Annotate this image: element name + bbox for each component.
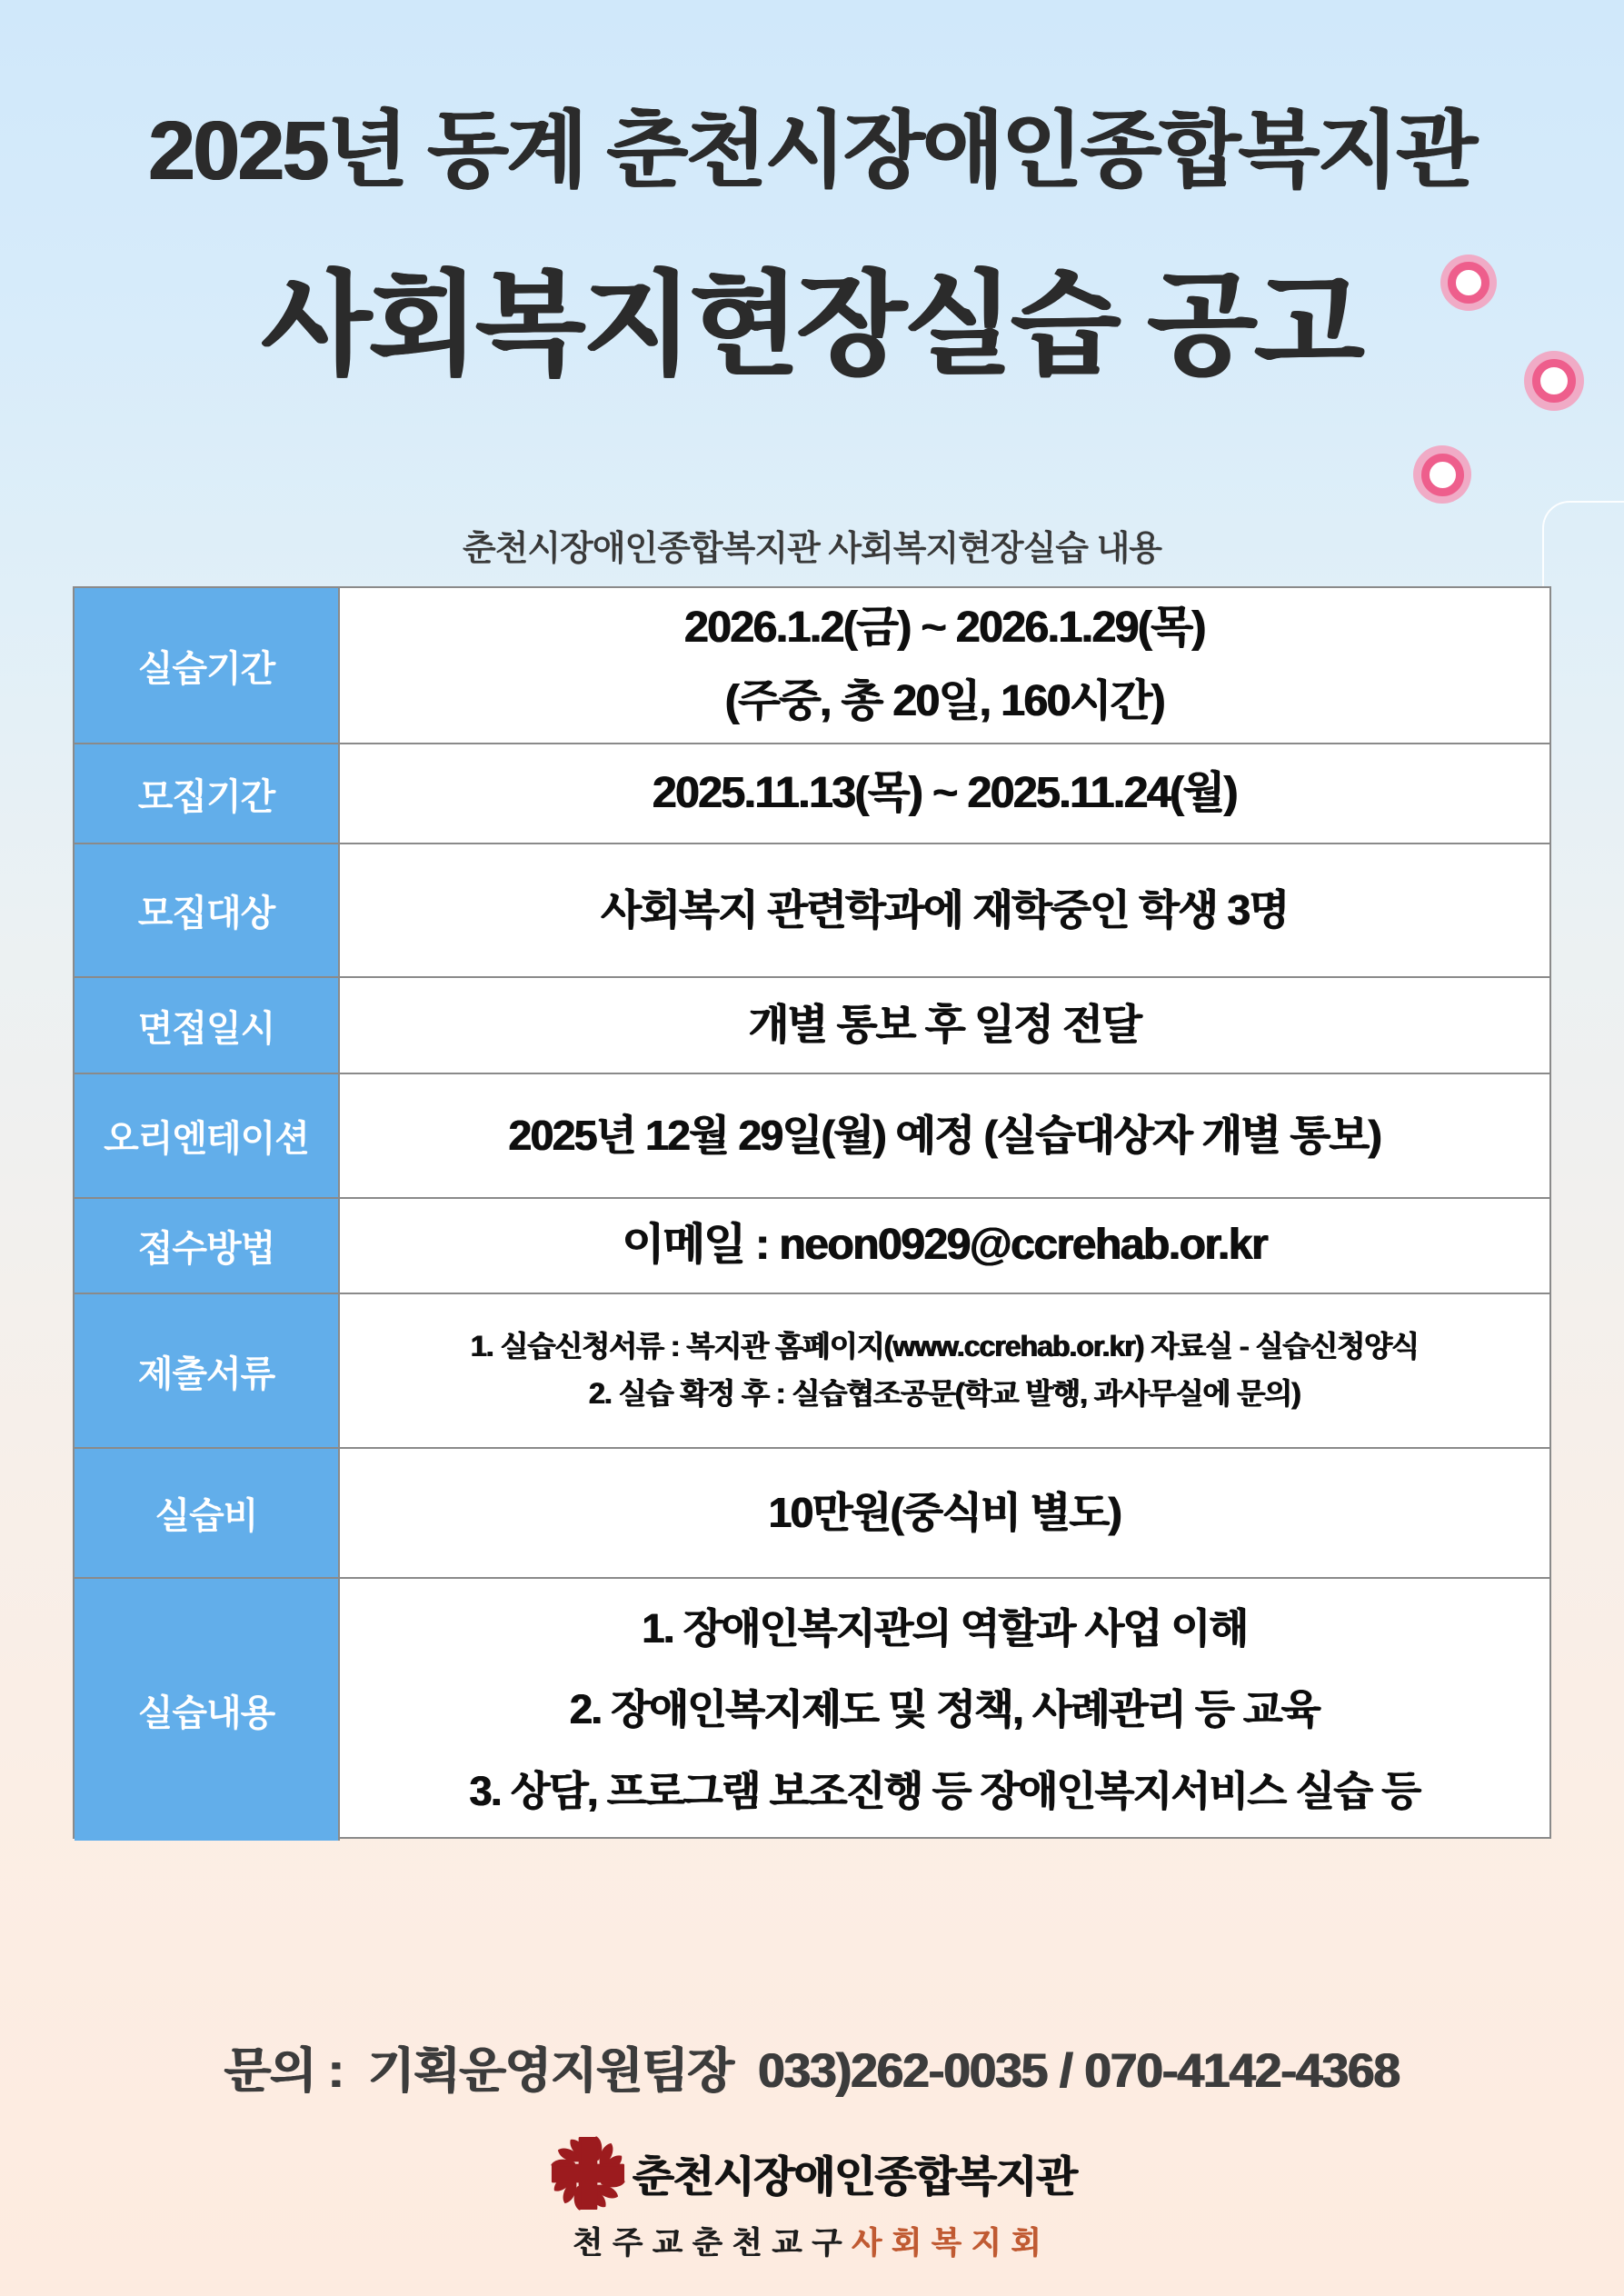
content-line: 2026.1.2(금) ~ 2026.1.29(목) <box>684 604 1205 653</box>
organization-logo-block <box>0 2132 1624 2262</box>
pink-donut-decoration <box>1413 445 1471 504</box>
row-content-cell <box>340 844 1549 976</box>
poster-title-line1: 2025년 동계 춘천시장애인종합복지관 <box>148 105 1476 197</box>
row-header-label: 면접일시 <box>75 978 340 1073</box>
pink-donut-decoration <box>1524 351 1584 411</box>
row-header-label: 제출서류 <box>75 1294 340 1447</box>
row-content-cell <box>340 1294 1549 1447</box>
pink-donut-decoration <box>1440 255 1497 311</box>
logo-subtitle-diocese: 천주교춘천교구 <box>573 2226 852 2261</box>
row-content-cell <box>340 744 1549 843</box>
donut-ring <box>1532 359 1576 403</box>
content-line: (주중, 총 20일, 160시간) <box>724 677 1165 725</box>
row-content-cell <box>340 1579 1549 1841</box>
table-caption: 춘천시장애인종합복지관 사회복지현장실습 내용 <box>463 530 1161 568</box>
table-row <box>75 843 1549 976</box>
row-header-label: 모집기간 <box>75 744 340 843</box>
caritas-cross-icon <box>547 2132 629 2214</box>
logo-row <box>547 2132 1076 2214</box>
row-header-label: 실습내용 <box>75 1579 340 1841</box>
content-line: 사회복지 관련학과에 재학중인 학생 3명 <box>601 885 1289 933</box>
table-row <box>75 1197 1549 1293</box>
content-line: 1. 실습신청서류 : 복지관 홈페이지(www.ccrehab.or.kr) 자료실 - 실습신청양식 <box>471 1330 1419 1363</box>
content-line: 2025.11.13(목) ~ 2025.11.24(월) <box>652 768 1238 817</box>
content-line: 1. 장애인복지관의 역할과 사업 이해 <box>642 1605 1248 1652</box>
row-content-cell <box>340 978 1549 1073</box>
table-row <box>75 743 1549 843</box>
content-line: 3. 상담, 프로그램 보조진행 등 장애인복지서비스 실습 등 <box>469 1767 1420 1814</box>
table-row <box>75 1577 1549 1841</box>
logo-org-name: 춘천시장애인종합복지관 <box>633 2151 1077 2201</box>
practice-info-table <box>73 586 1551 1839</box>
logo-subtitle-welfare: 사회복지회 <box>852 2226 1051 2261</box>
content-line: 개별 통보 후 일정 전달 <box>748 1001 1141 1049</box>
content-line: 2025년 12월 29일(월) 예정 (실습대상자 개별 통보) <box>508 1111 1381 1159</box>
row-content-cell <box>340 588 1549 743</box>
contact-info: 문의 : 기획운영지원팀장 033)262-0035 / 070-4142-4368 <box>224 2044 1400 2098</box>
table-row <box>75 1293 1549 1447</box>
logo-subtitle <box>573 2218 1051 2262</box>
row-header-label: 오리엔테이션 <box>75 1074 340 1197</box>
table-row <box>75 588 1549 743</box>
row-header-label: 모집대상 <box>75 844 340 976</box>
row-content-cell <box>340 1074 1549 1197</box>
content-line: 이메일 : neon0929@ccrehab.or.kr <box>622 1221 1268 1270</box>
content-line: 2. 실습 확정 후 : 실습협조공문(학교 발행, 과사무실에 문의) <box>589 1377 1300 1410</box>
content-line: 2. 장애인복지제도 및 정책, 사례관리 등 교육 <box>569 1686 1320 1733</box>
row-header-label: 실습기간 <box>75 588 340 743</box>
row-content-cell <box>340 1199 1549 1293</box>
donut-ring <box>1448 262 1489 304</box>
row-header-label: 접수방법 <box>75 1199 340 1293</box>
donut-ring <box>1421 454 1464 496</box>
row-header-label: 실습비 <box>75 1449 340 1577</box>
poster-title-line2: 사회복지현장실습 공고 <box>262 263 1362 388</box>
content-line: 10만원(중식비 별도) <box>768 1488 1121 1536</box>
table-row <box>75 1447 1549 1577</box>
row-content-cell <box>340 1449 1549 1577</box>
table-row <box>75 1073 1549 1197</box>
table-row <box>75 976 1549 1073</box>
